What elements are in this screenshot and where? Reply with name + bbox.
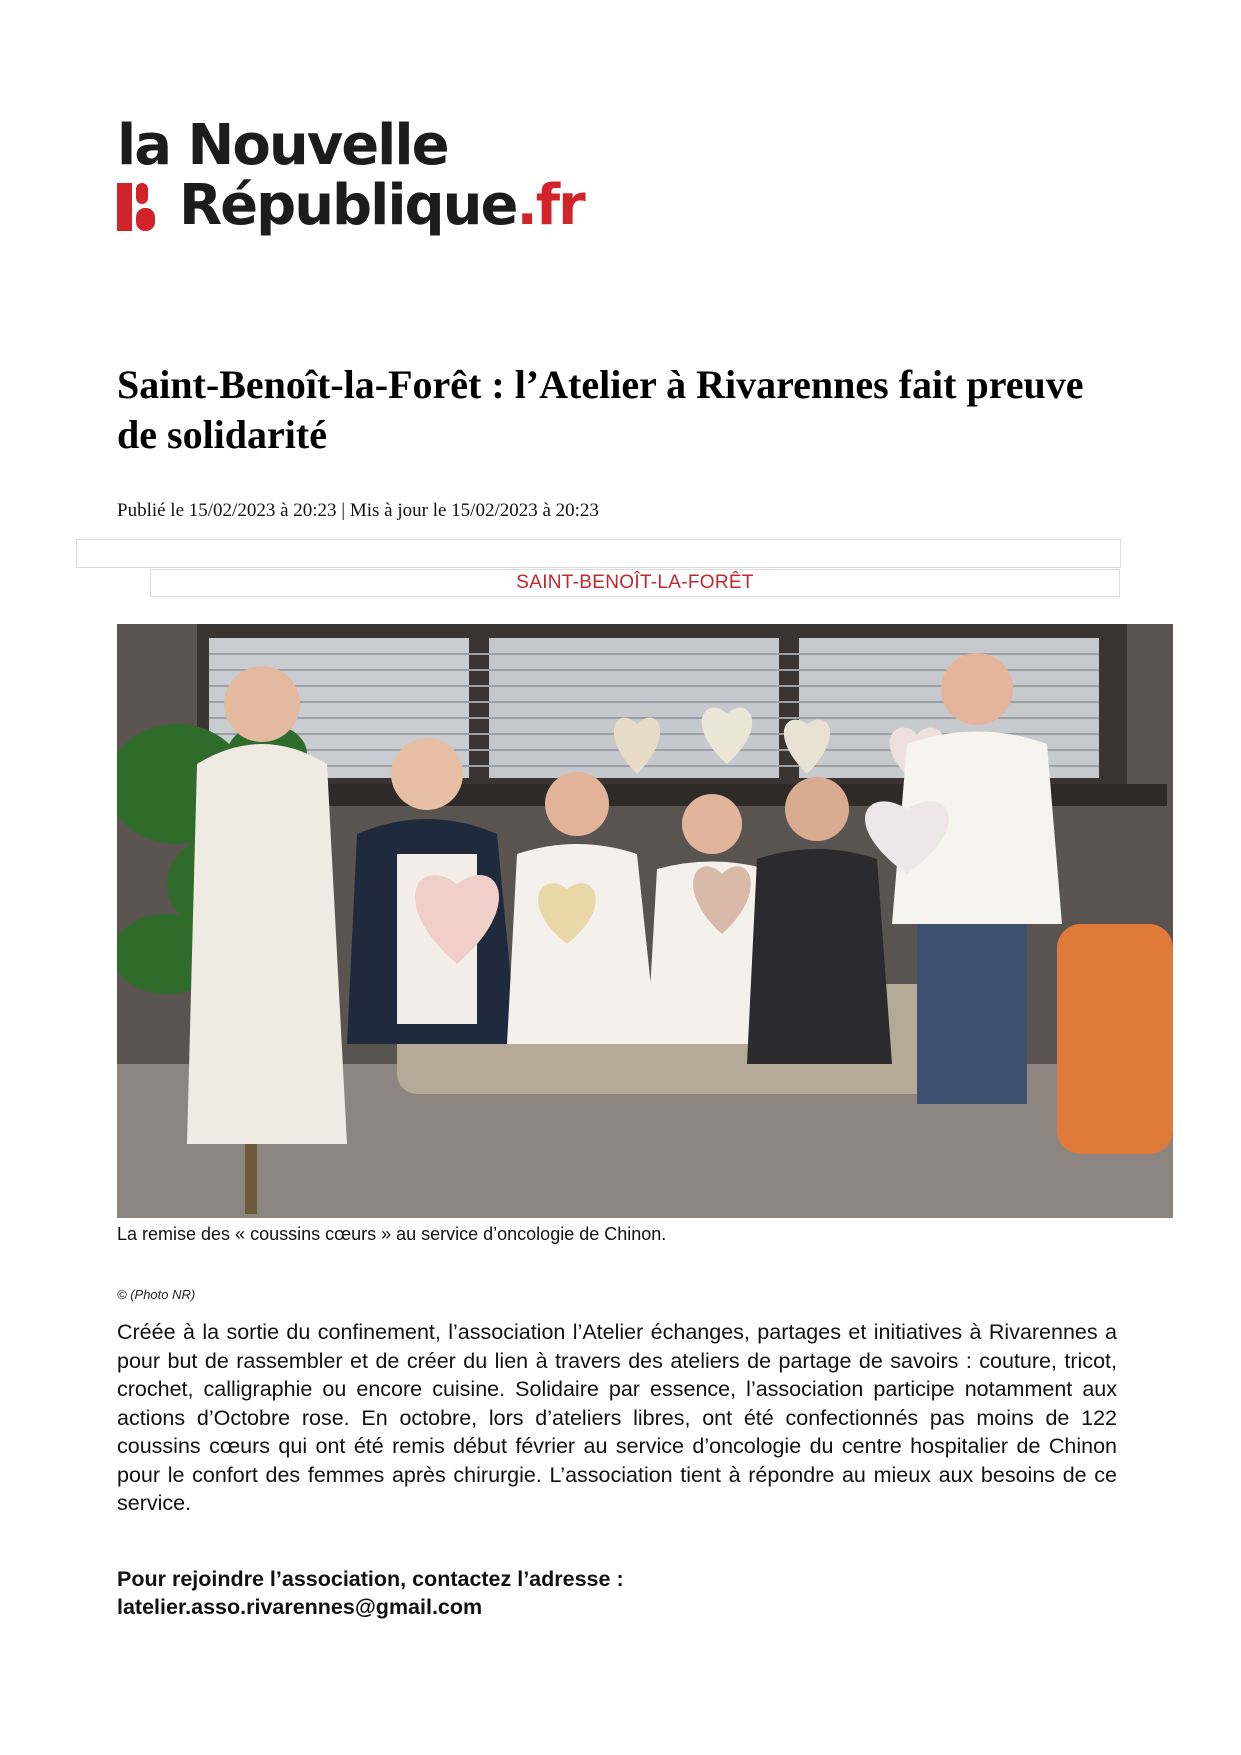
logo-tld: .fr bbox=[516, 173, 584, 238]
logo-text-line2 bbox=[179, 173, 584, 238]
article-body: Créée à la sortie du confinement, l’association l’Atelier échanges, partages et initiatives à Rivarennes a pour but de rassembler et de créer du lien à travers des ateliers de partage de savoirs : couture, tricot, crochet, calligraphie ou encore cuisine. Solidaire par essence, l’association participe notamment aux actions d’Octobre rose. En octobre, lors d’ateliers libres, ont été confectionnés pas moins de 122 coussins cœurs qui ont été remis début février au service d’oncologie du centre hospitalier de Chinon pour le confort des femmes après chirurgie. L’association tient à répondre au mieux aux besoins de ce service. bbox=[117, 1320, 1117, 1515]
section-bar bbox=[76, 539, 1121, 568]
logo-mark-icon bbox=[117, 183, 155, 231]
photo-caption: La remise des « coussins cœurs » au service d’oncologie de Chinon. bbox=[117, 1224, 667, 1244]
photo-orange-chair bbox=[1057, 924, 1173, 1154]
photo-credit: © (Photo NR) bbox=[117, 1287, 196, 1302]
logo-text-line1: la Nouvelle bbox=[117, 113, 448, 178]
contact-block bbox=[117, 1565, 1117, 1621]
article-title: Saint-Benoît-la-Forêt : l’Atelier à Rivarennes fait preuve de solidarité bbox=[117, 362, 1084, 457]
article-photo bbox=[117, 624, 1173, 1218]
logo-republique: République bbox=[179, 173, 517, 238]
site-logo[interactable] bbox=[117, 113, 597, 246]
publication-date: Publié le 15/02/2023 à 20:23 | Mis à jour le 15/02/2023 à 20:23 bbox=[117, 500, 599, 521]
section-tag[interactable]: SAINT-BENOÎT-LA-FORÊT bbox=[150, 569, 1120, 597]
contact-intro: Pour rejoindre l’association, contactez l’adresse : bbox=[117, 1567, 624, 1591]
contact-email[interactable]: latelier.asso.rivarennes@gmail.com bbox=[117, 1595, 483, 1619]
